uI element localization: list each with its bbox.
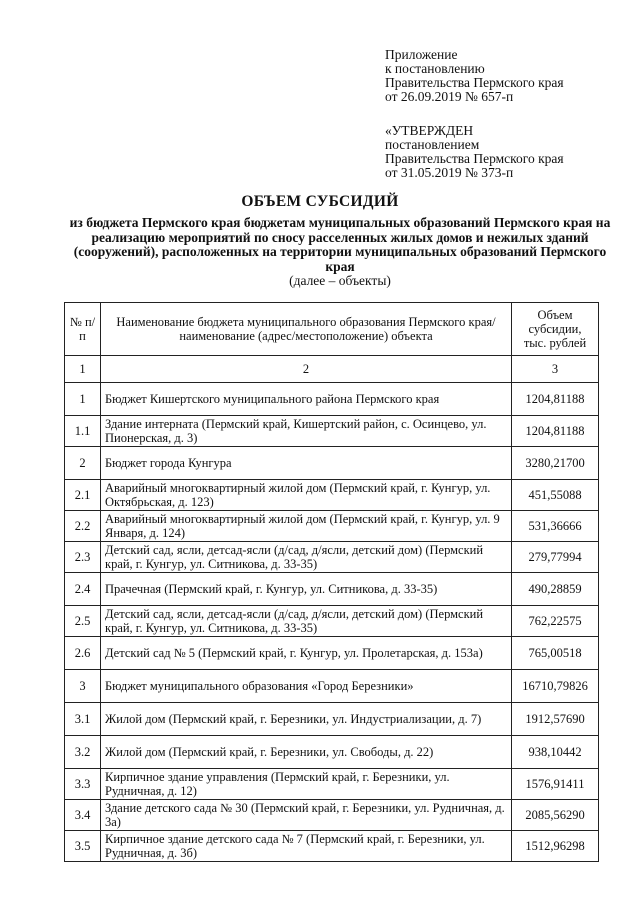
row-amount: 1512,96298: [512, 831, 599, 862]
appendix-block: [385, 48, 564, 104]
row-number: 2.3: [65, 542, 101, 573]
row-name: Аварийный многоквартирный жилой дом (Пермский край, г. Кунгур, ул. Октябрьская, д. 123): [101, 480, 512, 511]
row-number: 2.6: [65, 637, 101, 670]
row-number: 2.4: [65, 573, 101, 606]
table-row: [65, 736, 599, 769]
row-name: Бюджет Кишертского муниципального района Пермского края: [101, 383, 512, 416]
row-name: Детский сад, ясли, детсад-ясли (д/сад, д/ясли, детский дом) (Пермский край, г. Кунгур, ул. Ситникова, д. 33-35): [101, 606, 512, 637]
row-amount: 279,77994: [512, 542, 599, 573]
table-row: [65, 703, 599, 736]
row-name: Бюджет муниципального образования «Город Березники»: [101, 670, 512, 703]
row-name: Жилой дом (Пермский край, г. Березники, ул. Свободы, д. 22): [101, 736, 512, 769]
appendix-line: Приложение: [385, 47, 458, 62]
row-number: 2.1: [65, 480, 101, 511]
row-name: Здание интерната (Пермский край, Кишертский район, с. Осинцево, ул. Пионерская, д. 3): [101, 416, 512, 447]
column-number: 2: [101, 356, 512, 383]
row-name: Кирпичное здание детского сада № 7 (Пермский край, г. Березники, ул. Рудничная, д. 3б): [101, 831, 512, 862]
row-number: 3.3: [65, 769, 101, 800]
row-name: Аварийный многоквартирный жилой дом (Пермский край, г. Кунгур, ул. 9 Января, д. 124): [101, 511, 512, 542]
row-number: 3: [65, 670, 101, 703]
table-row: [65, 480, 599, 511]
row-name: Бюджет города Кунгура: [101, 447, 512, 480]
appendix-line: Правительства Пермского края: [385, 75, 564, 90]
row-amount: 451,55088: [512, 480, 599, 511]
table-row: [65, 769, 599, 800]
row-name: Прачечная (Пермский край, г. Кунгур, ул. Ситникова, д. 33-35): [101, 573, 512, 606]
row-amount: 2085,56290: [512, 800, 599, 831]
table-row: [65, 511, 599, 542]
table-row: [65, 416, 599, 447]
table-row: [65, 383, 599, 416]
table-row: [65, 831, 599, 862]
header-amount: Объем субсидии, тыс. рублей: [512, 303, 599, 356]
row-name: Кирпичное здание управления (Пермский край, г. Березники, ул. Рудничная, д. 12): [101, 769, 512, 800]
row-amount: 3280,21700: [512, 447, 599, 480]
column-number: 3: [512, 356, 599, 383]
row-amount: 490,28859: [512, 573, 599, 606]
subtitle-bold: из бюджета Пермского края бюджетам муниципальных образований Пермского края на реализацию мероприятий по сносу расселенных жилых домов и нежилых зданий (сооружений), расположенных на территории муниципальных образований Пермского края: [69, 215, 611, 274]
appendix-line: к постановлению: [385, 61, 485, 76]
row-name: Жилой дом (Пермский край, г. Березники, ул. Индустриализации, д. 7): [101, 703, 512, 736]
row-amount: 762,22575: [512, 606, 599, 637]
row-number: 3.4: [65, 800, 101, 831]
row-number: 2.5: [65, 606, 101, 637]
table-row: [65, 800, 599, 831]
approval-line: Правительства Пермского края: [385, 151, 564, 166]
row-number: 3.5: [65, 831, 101, 862]
approval-line: постановлением: [385, 137, 480, 152]
table-row: [65, 670, 599, 703]
document-title: ОБЪЕМ СУБСИДИЙ: [241, 193, 399, 210]
approval-line: от 31.05.2019 № 373-п: [385, 165, 514, 180]
row-number: 3.1: [65, 703, 101, 736]
header-name: Наименование бюджета муниципального образования Пермского края/ наименование (адрес/местоположение) объекта: [101, 303, 512, 356]
row-name: Здание детского сада № 30 (Пермский край, г. Березники, ул. Рудничная, д. 3а): [101, 800, 512, 831]
column-numbers-row: [65, 356, 599, 383]
row-amount: 1576,91411: [512, 769, 599, 800]
table-header-row: [65, 303, 599, 356]
row-number: 3.2: [65, 736, 101, 769]
table-row: [65, 542, 599, 573]
row-amount: 531,36666: [512, 511, 599, 542]
table-row: [65, 606, 599, 637]
table-row: [65, 637, 599, 670]
row-amount: 1912,57690: [512, 703, 599, 736]
row-amount: 938,10442: [512, 736, 599, 769]
appendix-line: от 26.09.2019 № 657-п: [385, 89, 514, 104]
row-number: 1.1: [65, 416, 101, 447]
row-number: 1: [65, 383, 101, 416]
approval-block: [385, 124, 564, 180]
table-row: [65, 573, 599, 606]
row-number: 2: [65, 447, 101, 480]
approval-line: «УТВЕРЖДЕН: [385, 123, 474, 138]
row-number: 2.2: [65, 511, 101, 542]
document-subtitle: [60, 216, 620, 289]
column-number: 1: [65, 356, 101, 383]
row-amount: 1204,81188: [512, 383, 599, 416]
row-name: Детский сад, ясли, детсад-ясли (д/сад, д/ясли, детский дом) (Пермский край, г. Кунгур, ул. Ситникова, д. 33-35): [101, 542, 512, 573]
header-number: № п/п: [65, 303, 101, 356]
table-row: [65, 447, 599, 480]
subsidy-table: [64, 302, 599, 862]
row-amount: 16710,79826: [512, 670, 599, 703]
row-amount: 1204,81188: [512, 416, 599, 447]
row-name: Детский сад № 5 (Пермский край, г. Кунгур, ул. Пролетарская, д. 153а): [101, 637, 512, 670]
subtitle-note: (далее – объекты): [289, 273, 391, 288]
row-amount: 765,00518: [512, 637, 599, 670]
